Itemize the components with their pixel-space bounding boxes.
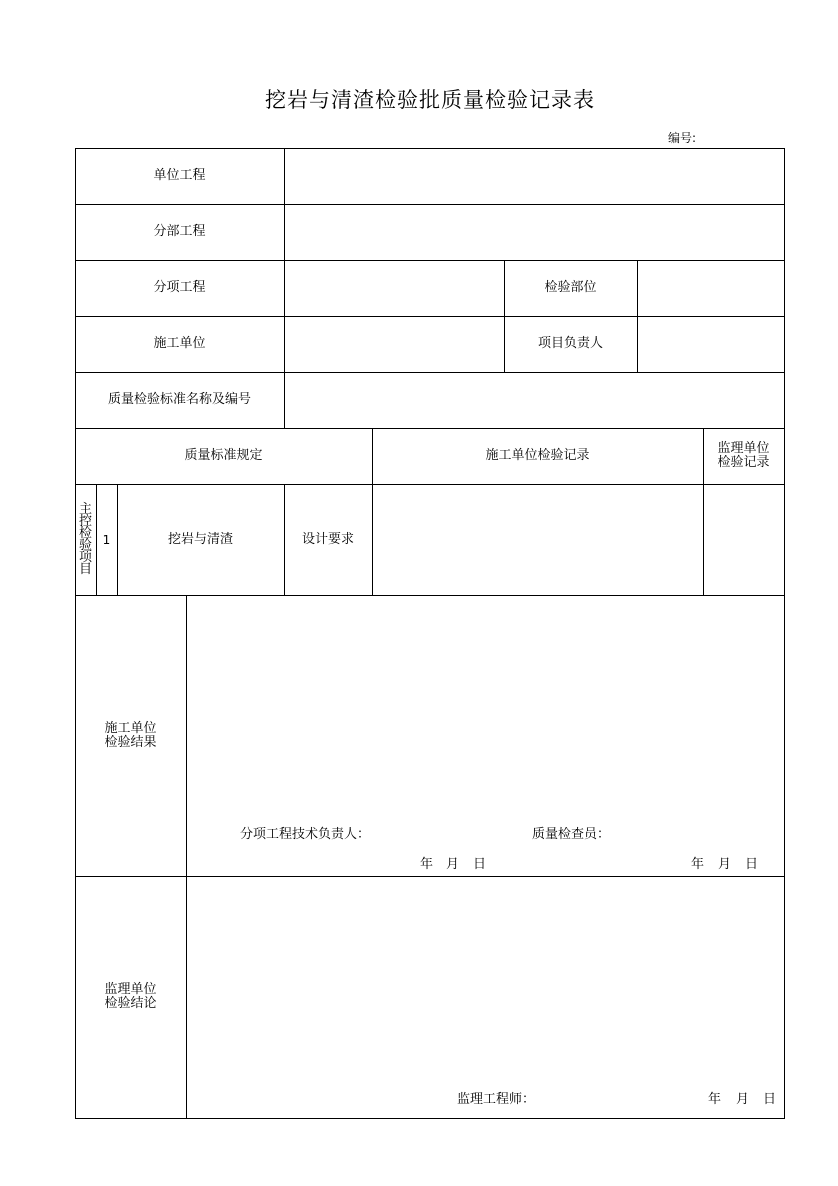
standard-name-label: 质量检验标准名称及编号 [107, 392, 251, 407]
unit-project-value[interactable] [285, 149, 784, 204]
supervision-conclusion-label-line1: 监理单位 [104, 982, 157, 997]
supervision-conclusion-label-line2: 检验结论 [104, 996, 157, 1011]
engineer-date-day: 日 [763, 1092, 777, 1107]
tech-lead-date-year: 年 [420, 857, 434, 872]
subitem-project-label: 分项工程 [153, 280, 206, 295]
construction-result-label [75, 595, 186, 876]
border-right [784, 148, 785, 1119]
main-control-char: 验 [78, 537, 92, 553]
construction-unit-label: 施工单位 [153, 336, 206, 351]
construction-record-value[interactable] [373, 485, 703, 595]
supervision-engineer-label: 监理工程师： [457, 1092, 536, 1107]
design-requirement: 设计要求 [301, 531, 354, 547]
division-project-value[interactable] [285, 205, 784, 260]
construction-unit-value[interactable] [285, 317, 504, 372]
item-number: 1 [102, 532, 111, 547]
inspection-location-label: 检验部位 [544, 280, 597, 295]
subitem-project-value[interactable] [285, 261, 504, 316]
inspector-date-year: 年 [691, 857, 705, 872]
main-control-items-label [75, 484, 96, 595]
inspection-form-table [75, 148, 785, 1119]
project-manager-label: 项目负责人 [537, 336, 603, 351]
item-name: 挖岩与清渣 [167, 531, 233, 547]
supervision-record-header [703, 428, 784, 484]
main-control-char: 项 [78, 549, 92, 565]
engineer-date-year: 年 [708, 1092, 722, 1107]
supervision-record-value[interactable] [704, 485, 784, 595]
tech-lead-date-day: 日 [473, 857, 487, 872]
tech-lead-date-month: 月 [446, 857, 460, 872]
supervision-record-header-line1: 监理单位 [717, 441, 770, 456]
form-title: 挖岩与清渣检验批质量检验记录表 [265, 88, 595, 112]
standard-name-value[interactable] [285, 373, 784, 428]
inspector-date-day: 日 [745, 857, 759, 872]
supervision-conclusion-label [75, 876, 186, 1118]
unit-project-label: 单位工程 [153, 168, 206, 183]
inspector-date-month: 月 [718, 857, 732, 872]
construction-result-label-line1: 施工单位 [104, 720, 157, 736]
form-number-label: 编号: [668, 131, 697, 145]
main-control-char: 主 [78, 501, 92, 517]
construction-record-header: 施工单位检验记录 [485, 448, 590, 463]
quality-standard-header: 质量标准规定 [184, 448, 263, 463]
project-manager-value[interactable] [638, 317, 784, 372]
main-control-char: 检 [78, 525, 92, 541]
inspection-location-value[interactable] [638, 261, 784, 316]
border-bottom [75, 1118, 785, 1119]
construction-result-label-line2: 检验结果 [104, 734, 157, 750]
division-project-label: 分部工程 [153, 224, 206, 239]
main-control-char: 控 [78, 513, 92, 529]
col-divider [186, 595, 187, 1119]
supervision-record-header-line2: 检验记录 [717, 455, 770, 470]
quality-inspector-label: 质量检查员： [532, 827, 611, 842]
subitem-tech-lead-label: 分项工程技术负责人： [240, 827, 371, 842]
engineer-date-month: 月 [736, 1092, 750, 1107]
main-control-char: 目 [78, 561, 92, 577]
